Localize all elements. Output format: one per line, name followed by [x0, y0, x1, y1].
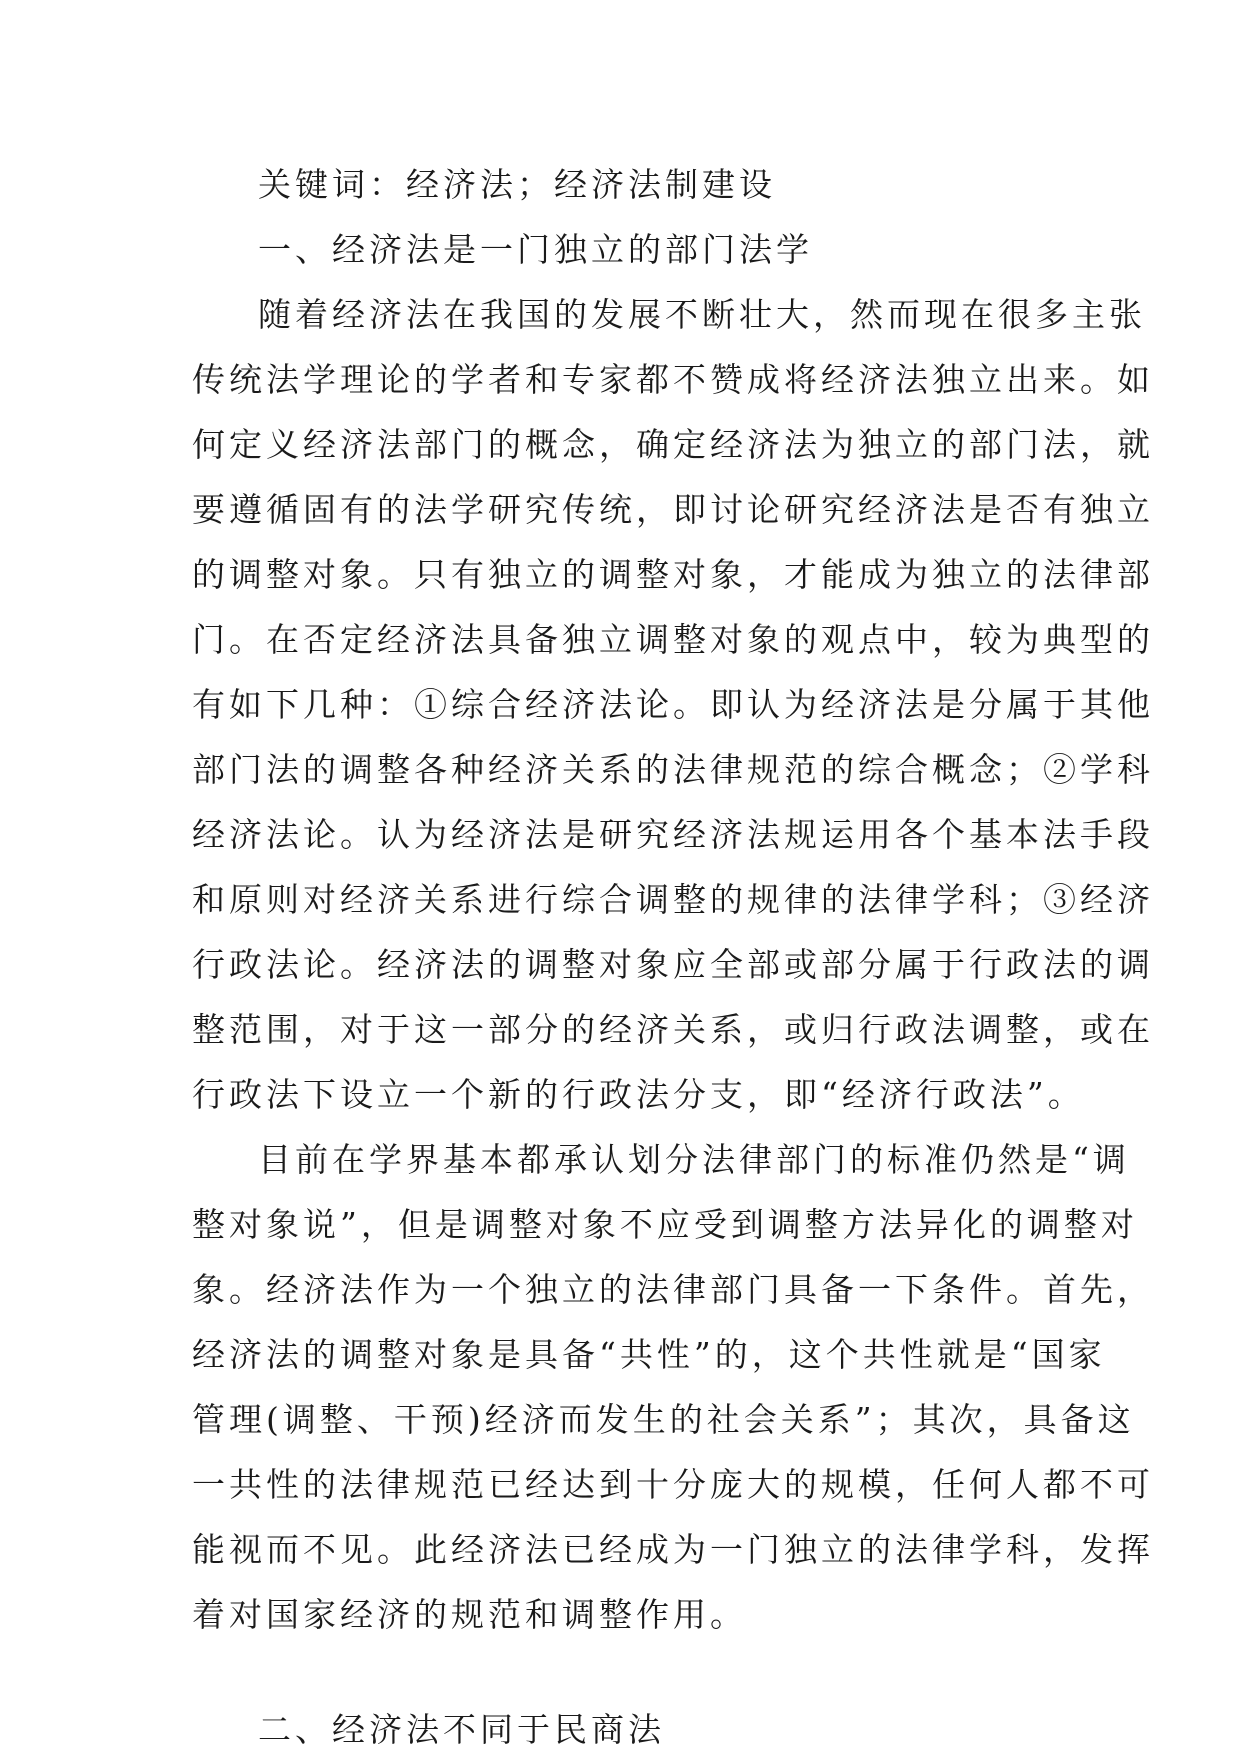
paragraph-line: 能视而不见。此经济法已经成为一门独立的法律学科，发挥: [192, 1530, 1154, 1569]
paragraph-line: 要遵循固有的法学研究传统，即讨论研究经济法是否有独立: [192, 490, 1154, 529]
paragraph-spacer: [192, 1647, 1056, 1697]
paragraph-line: 象。经济法作为一个独立的法律部门具备一下条件。首先，: [192, 1270, 1154, 1309]
paragraph-line: 有如下几种：①综合经济法论。即认为经济法是分属于其他: [192, 685, 1154, 724]
paragraph-line: 随着经济法在我国的发展不断壮大，然而现在很多主张: [258, 295, 1146, 334]
paragraph-line: 行政法下设立一个新的行政法分支，即“经济行政法”。: [192, 1075, 1085, 1114]
paragraph-line: 一共性的法律规范已经达到十分庞大的规模，任何人都不可: [192, 1465, 1154, 1504]
paragraph-line: 着对国家经济的规范和调整作用。: [192, 1595, 747, 1634]
paragraph-line: 经济法论。认为经济法是研究经济法规运用各个基本法手段: [192, 815, 1154, 854]
paragraph-line: 经济法的调整对象是具备“共性”的，这个共性就是“国家: [192, 1335, 1106, 1374]
paragraph-line: 何定义经济法部门的概念，确定经济法为独立的部门法，就: [192, 425, 1154, 464]
section-heading-2: 二、经济法不同于民商法: [258, 1710, 665, 1749]
paragraph-line: 的调整对象。只有独立的调整对象，才能成为独立的法律部: [192, 555, 1154, 594]
paragraph-line: 整范围，对于这一部分的经济关系，或归行政法调整，或在: [192, 1010, 1154, 1049]
paragraph-line: 目前在学界基本都承认划分法律部门的标准仍然是“调: [258, 1140, 1130, 1179]
paragraph-2: [192, 1127, 1154, 1647]
paragraph-line: 整对象说”，但是调整对象不应受到调整方法异化的调整对: [192, 1205, 1138, 1244]
paragraph-line: 部门法的调整各种经济关系的法律规范的综合概念；②学科: [192, 750, 1154, 789]
keywords-line: 关键词：经济法；经济法制建设: [258, 165, 776, 204]
paragraph-line: 管理(调整、干预)经济而发生的社会关系”；其次，具备这: [192, 1400, 1135, 1439]
paragraph-1: [192, 282, 1154, 1127]
section-heading-1: 一、经济法是一门独立的部门法学: [258, 230, 813, 269]
paragraph-line: 行政法论。经济法的调整对象应全部或部分属于行政法的调: [192, 945, 1154, 984]
document-body: [192, 152, 1154, 1762]
paragraph-line: 门。在否定经济法具备独立调整对象的观点中，较为典型的: [192, 620, 1154, 659]
paragraph-line: 传统法学理论的学者和专家都不赞成将经济法独立出来。如: [192, 360, 1154, 399]
paragraph-line: 和原则对经济关系进行综合调整的规律的法律学科；③经济: [192, 880, 1154, 919]
